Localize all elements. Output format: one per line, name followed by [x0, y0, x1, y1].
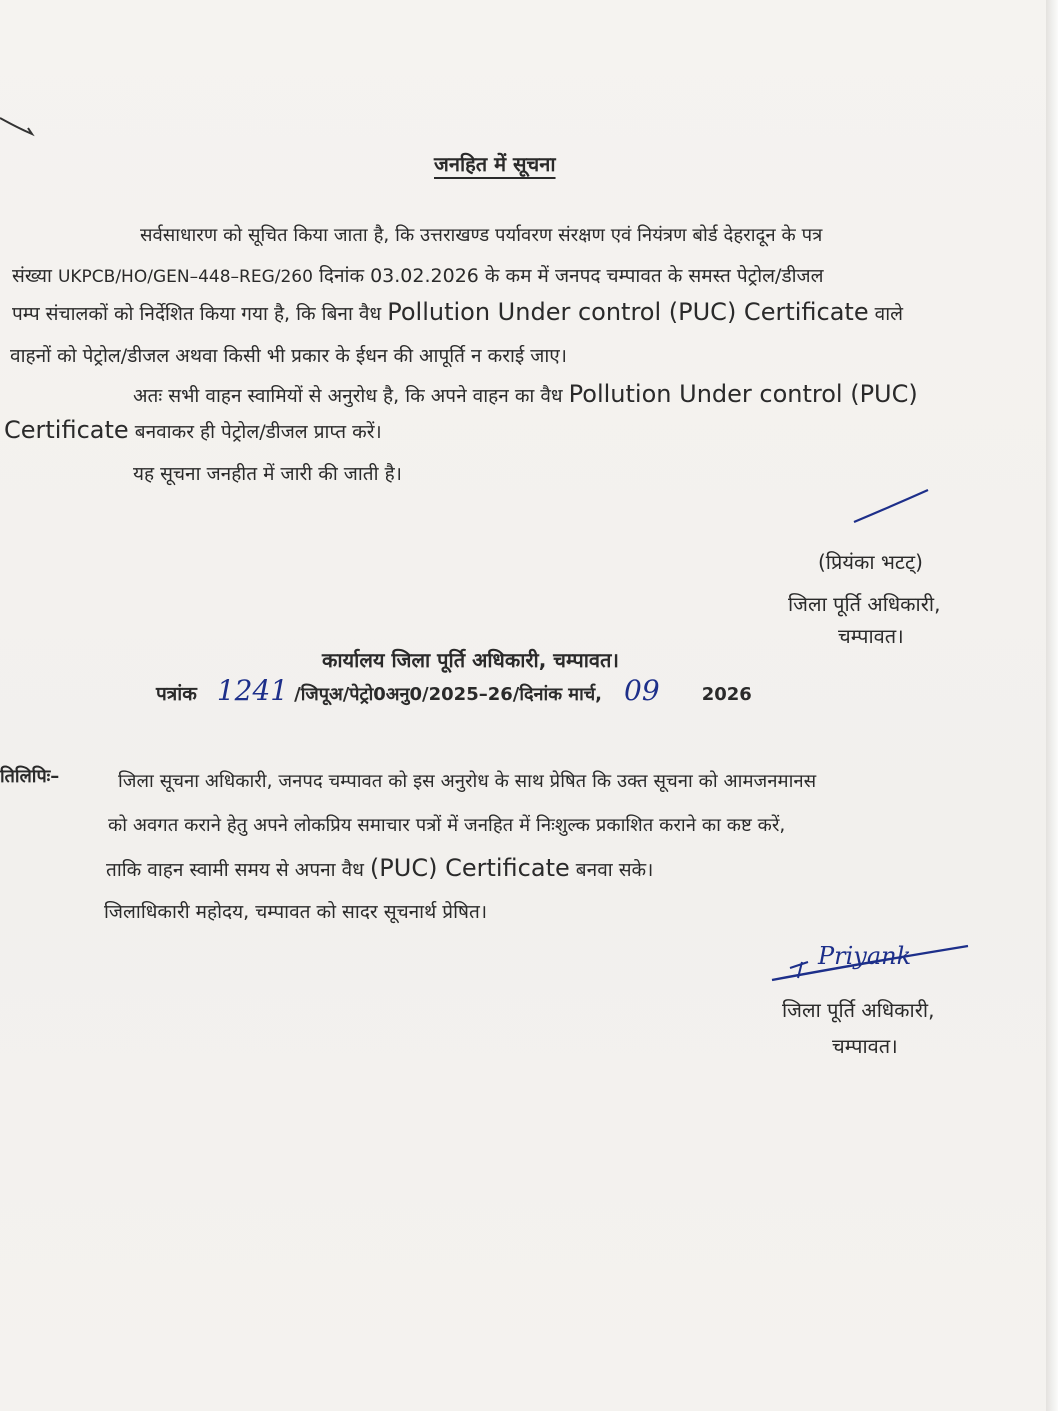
signature-handwritten-2: [768, 924, 978, 984]
para1-line2-post: दिनांक 03.02.2026 के कम में जनपद चम्पावत के समस्त पेट्रोल/डीजल: [318, 265, 824, 287]
ref-day-handwritten: 09: [624, 674, 660, 707]
puc-certificate-term: (PUC) Certificate: [369, 854, 570, 882]
para1-line4: [10, 342, 567, 368]
puc-term: Pollution Under control (PUC) Certificate: [387, 298, 869, 326]
ref-year: 2026: [701, 684, 752, 705]
para2-line2-post: बनवाकर ही पेट्रोल/डीजल प्राप्त करें।: [134, 421, 382, 443]
copy-line2: को अवगत कराने हेतु अपने लोकप्रिय समाचार पत्रों में जनहित में निःशुल्क प्रकाशित कराने का कष्ट करें,: [108, 815, 786, 836]
copy-label: तिलिपिः–: [0, 766, 60, 787]
para1-line2: [12, 262, 1020, 288]
para1-line3-pre: पम्प संचालकों को निर्देशित किया गया है, कि बिना वैध: [12, 303, 382, 325]
para1-line1: [140, 222, 1020, 247]
page-edge: [1046, 0, 1058, 1411]
signatory-designation: जिला पूर्ति अधिकारी,: [788, 592, 941, 616]
signature-stroke-1: [852, 488, 932, 528]
letter-reference: UKPCB/HO/GEN–448–REG/260: [57, 267, 313, 287]
copy-line1: जिला सूचना अधिकारी, जनपद चम्पावत को इस अनुरोध के साथ प्रेषित कि उक्त सूचना को आमजनमानस: [118, 771, 817, 792]
para3: [133, 460, 402, 486]
copy-line3: [106, 854, 653, 882]
ref-path: /जिपूअ/पेट्रो0अनु0/2025–26/दिनांक मार्च,: [294, 684, 602, 705]
office-heading: कार्यालय जिला पूर्ति अधिकारी, चम्पावत।: [322, 648, 620, 672]
office-reference: [156, 674, 752, 707]
ref-label: पत्रांक: [156, 683, 197, 705]
puc-term-2: Pollution Under control (PUC): [568, 380, 918, 408]
signatory-location: चम्पावत।: [838, 624, 904, 648]
copy-line3-post: बनवा सके।: [575, 859, 654, 881]
para1-line4-text: वाहनों को पेट्रोल/डीजल अथवा किसी भी प्रकार के ईधन की आपूर्ति न कराई जाए।: [10, 345, 568, 367]
para3-text: यह सूचना जनहीत में जारी की जाती है।: [133, 463, 402, 485]
signatory2-designation: जिला पूर्ति अधिकारी,: [782, 998, 935, 1022]
para2-line1: [133, 380, 918, 408]
copy-line3-pre: ताकि वाहन स्वामी समय से अपना वैध: [106, 859, 364, 881]
signatory-name: (प्रियंका भटट्): [818, 550, 923, 574]
para1-line3-post: वाले: [874, 303, 904, 325]
signatory2-location: चम्पावत।: [832, 1034, 898, 1058]
notice-title: जनहित में सूचना: [434, 152, 556, 176]
signature-text: Priyank: [818, 942, 912, 970]
para1-line1-text: सर्वसाधारण को सूचित किया जाता है, कि उत्तराखण्ड पर्यावरण संरक्षण एवं नियंत्रण बोर्ड देहरादून के पत्र: [140, 225, 823, 246]
para1-line2-pre: संख्या: [12, 265, 52, 287]
para1-line3: [12, 298, 903, 326]
certificate-term: Certificate: [4, 416, 129, 444]
para2-line1-pre: अतः सभी वाहन स्वामियों से अनुरोध है, कि अपने वाहन का वैध: [133, 385, 563, 407]
corner-pen-mark: [0, 110, 40, 140]
ref-number-handwritten: 1241: [216, 674, 289, 707]
copy-line4: जिलाधिकारी महोदय, चम्पावत को सादर सूचनार्थ प्रेषित।: [104, 901, 488, 923]
para2-line2: [4, 416, 382, 444]
